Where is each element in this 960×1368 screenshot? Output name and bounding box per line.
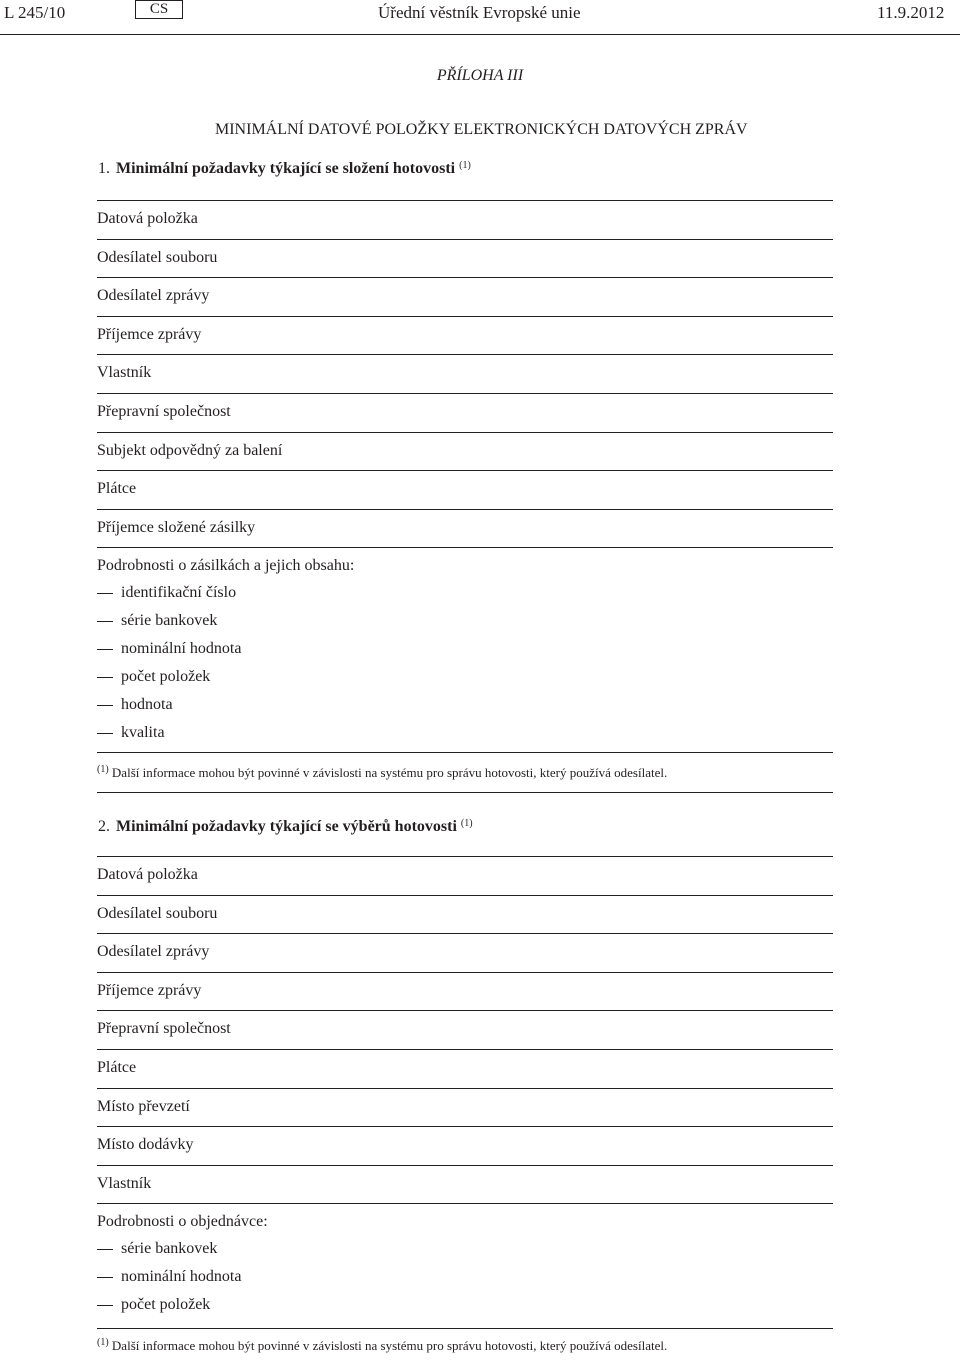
list-item: [97, 612, 217, 630]
section1-heading-text: Minimální požadavky týkající se složení hotovosti: [116, 160, 456, 177]
table-row: [97, 470, 833, 509]
row-label: Plátce: [97, 480, 137, 498]
table-row: [97, 1203, 833, 1242]
row-label: Datová položka: [97, 210, 198, 227]
dash-marker: [97, 1277, 113, 1278]
row-label: Příjemce složené zásilky: [97, 518, 256, 536]
row-label: Odesílatel zprávy: [97, 943, 210, 961]
table-row: [97, 277, 833, 316]
list-item-label: nominální hodnota: [121, 640, 242, 657]
dash-marker: [97, 677, 113, 678]
table-row: [97, 933, 833, 972]
section1-footnote: [97, 764, 667, 781]
row-label: Příjemce zprávy: [97, 325, 202, 343]
table-row: [97, 1049, 833, 1088]
dash-marker: [97, 649, 113, 650]
dash-marker: [97, 621, 113, 622]
table-row: [97, 316, 833, 355]
dash-marker: [97, 1305, 113, 1306]
list-item: [97, 584, 236, 602]
section1-footnote-text: Další informace mohou být povinné v závislosti na systému pro správu hotovosti, který používá odesílatel.: [111, 765, 668, 780]
row-label: Přepravní společnost: [97, 1020, 231, 1038]
row-label: Podrobnosti o zásilkách a jejich obsahu:: [97, 557, 355, 575]
row-label: Odesílatel souboru: [97, 248, 218, 266]
list-item-label: počet položek: [121, 668, 211, 685]
list-item-label: série bankovek: [121, 612, 218, 629]
section2-footnote: [97, 1337, 667, 1354]
dash-marker: [97, 733, 113, 734]
table-row: [97, 895, 833, 934]
section1-table-end-rule: [97, 752, 833, 753]
list-item-label: nominální hodnota: [121, 1268, 242, 1285]
list-item-label: počet položek: [121, 1296, 211, 1313]
table-row: [97, 856, 833, 895]
row-label: Příjemce zprávy: [97, 981, 202, 999]
table-row: [97, 509, 833, 548]
table-row: [97, 354, 833, 393]
section2-footnote-ref: (1): [460, 818, 473, 829]
page-header: [0, 0, 960, 34]
section1-heading: [98, 160, 471, 178]
section2-footnote-text: Další informace mohou být povinné v závislosti na systému pro správu hotovosti, který používá odesílatel.: [111, 1338, 668, 1353]
row-label: Datová položka: [97, 866, 198, 883]
section2-number: 2.: [98, 818, 110, 835]
row-label: Přepravní společnost: [97, 403, 231, 420]
table-row: [97, 200, 833, 239]
list-item-label: hodnota: [121, 696, 173, 713]
section1-footnote-rule: [97, 792, 833, 793]
section1-footnote-mark: (1): [97, 764, 109, 775]
dash-marker: [97, 1249, 113, 1250]
publication-title: Úřední věstník Evropské unie: [378, 3, 581, 22]
row-label: Vlastník: [97, 1174, 152, 1192]
table-row: [97, 432, 833, 471]
section2-heading: [98, 818, 473, 836]
list-item-label: série bankovek: [121, 1240, 218, 1257]
list-item: [97, 724, 165, 742]
table-row: [97, 1126, 833, 1165]
row-label: Odesílatel zprávy: [97, 287, 210, 305]
table-row: [97, 239, 833, 278]
list-item-label: kvalita: [121, 724, 165, 741]
row-label: Odesílatel souboru: [97, 904, 218, 922]
row-label: Plátce: [97, 1059, 137, 1076]
list-item: [97, 696, 173, 714]
list-item: [97, 1240, 217, 1258]
annex-label: PŘÍLOHA III: [436, 67, 524, 84]
table-row: [97, 547, 833, 586]
dash-marker: [97, 705, 113, 706]
dash-marker: [97, 593, 113, 594]
section1-footnote-ref: (1): [459, 160, 471, 171]
row-label: Podrobnosti o objednávce:: [97, 1213, 268, 1231]
list-item: [97, 640, 241, 658]
row-label: Místo převzetí: [97, 1097, 190, 1115]
section1-number: 1.: [98, 160, 110, 177]
table-row: [97, 393, 833, 432]
row-label: Vlastník: [97, 364, 152, 382]
list-item: [97, 1296, 210, 1314]
list-item: [97, 1268, 241, 1286]
section2-heading-text: Minimální požadavky týkající se výběrů hotovosti: [116, 818, 457, 835]
publication-date: 11.9.2012: [877, 3, 945, 22]
section2-footnote-mark: (1): [97, 1337, 109, 1348]
journal-reference: L 245/10: [4, 3, 66, 22]
list-item-label: identifikační číslo: [121, 584, 237, 601]
table-row: [97, 972, 833, 1011]
table-row: [97, 1165, 833, 1204]
list-item: [97, 668, 210, 686]
table-row: [97, 1088, 833, 1127]
row-label: Místo dodávky: [97, 1136, 194, 1154]
language-badge: CS: [135, 0, 183, 19]
document-title: MINIMÁLNÍ DATOVÉ POLOŽKY ELEKTRONICKÝCH DATOVÝCH ZPRÁV: [215, 121, 748, 138]
row-label: Subjekt odpovědný za balení: [97, 441, 283, 459]
header-divider: [0, 34, 960, 35]
table-row: [97, 1010, 833, 1049]
section2-table-end-rule: [97, 1328, 833, 1329]
